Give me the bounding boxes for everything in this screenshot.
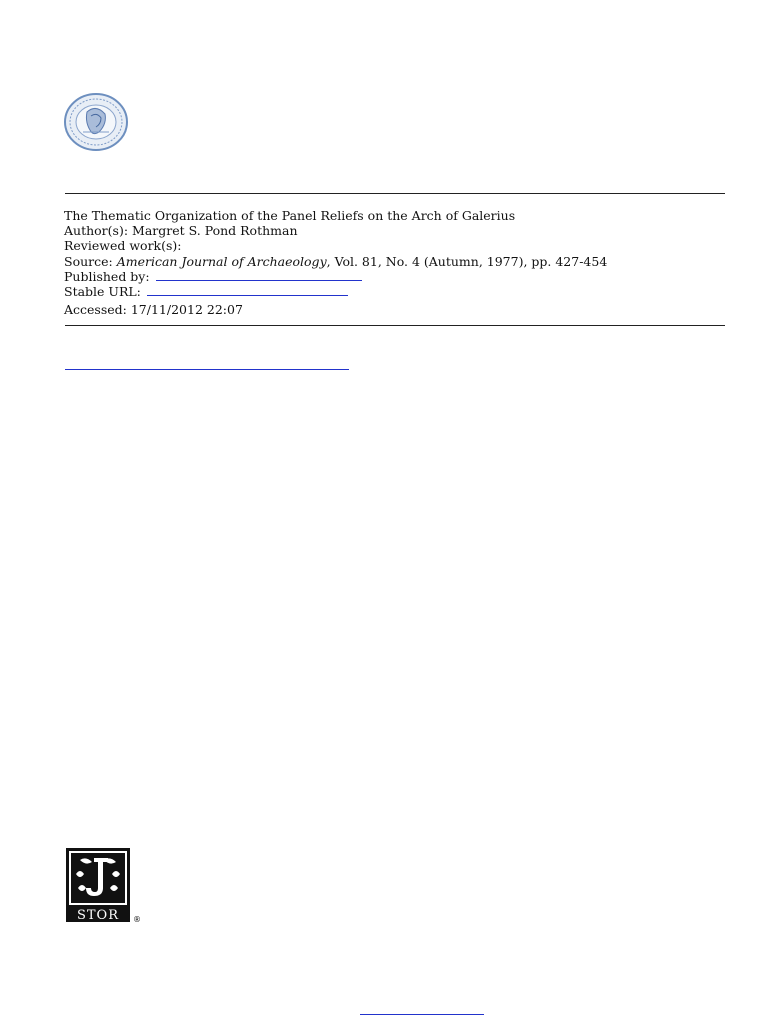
- archaeological-institute-seal-icon: [63, 92, 129, 152]
- bottom-divider: [65, 325, 725, 326]
- top-divider: [65, 193, 725, 194]
- jstor-logo-text: STOR: [76, 908, 120, 923]
- stable-url-row: [64, 284, 734, 299]
- accessed-value: 17/11/2012 22:07: [130, 302, 243, 318]
- authors-row: [64, 223, 734, 238]
- source-label: Source:: [64, 253, 113, 269]
- published-by-row: [64, 269, 734, 284]
- authors-value: Margret S. Pond Rothman: [132, 223, 298, 239]
- footer-link[interactable]: [360, 1006, 484, 1015]
- source-row: [64, 254, 734, 269]
- citation-block: [64, 208, 734, 317]
- stable-url-label: Stable URL:: [64, 283, 141, 299]
- accessed-label: Accessed:: [64, 302, 127, 318]
- stable-url-link[interactable]: [147, 286, 348, 296]
- article-title: The Thematic Organization of the Panel Reliefs on the Arch of Galerius: [64, 208, 516, 223]
- accessed-row: [64, 302, 734, 317]
- published-by-label: Published by:: [64, 268, 150, 284]
- jstor-registered-mark: ®: [133, 915, 141, 924]
- reviewed-works-label: Reviewed work(s):: [64, 238, 182, 254]
- jstor-logo-icon: [66, 848, 144, 926]
- authors-label: Author(s):: [64, 223, 129, 239]
- publisher-link[interactable]: [156, 271, 362, 281]
- source-journal: American Journal of Archaeology: [116, 253, 327, 269]
- terms-of-use-link[interactable]: [65, 360, 349, 370]
- source-details: , Vol. 81, No. 4 (Autumn, 1977), pp. 427-454: [326, 253, 608, 269]
